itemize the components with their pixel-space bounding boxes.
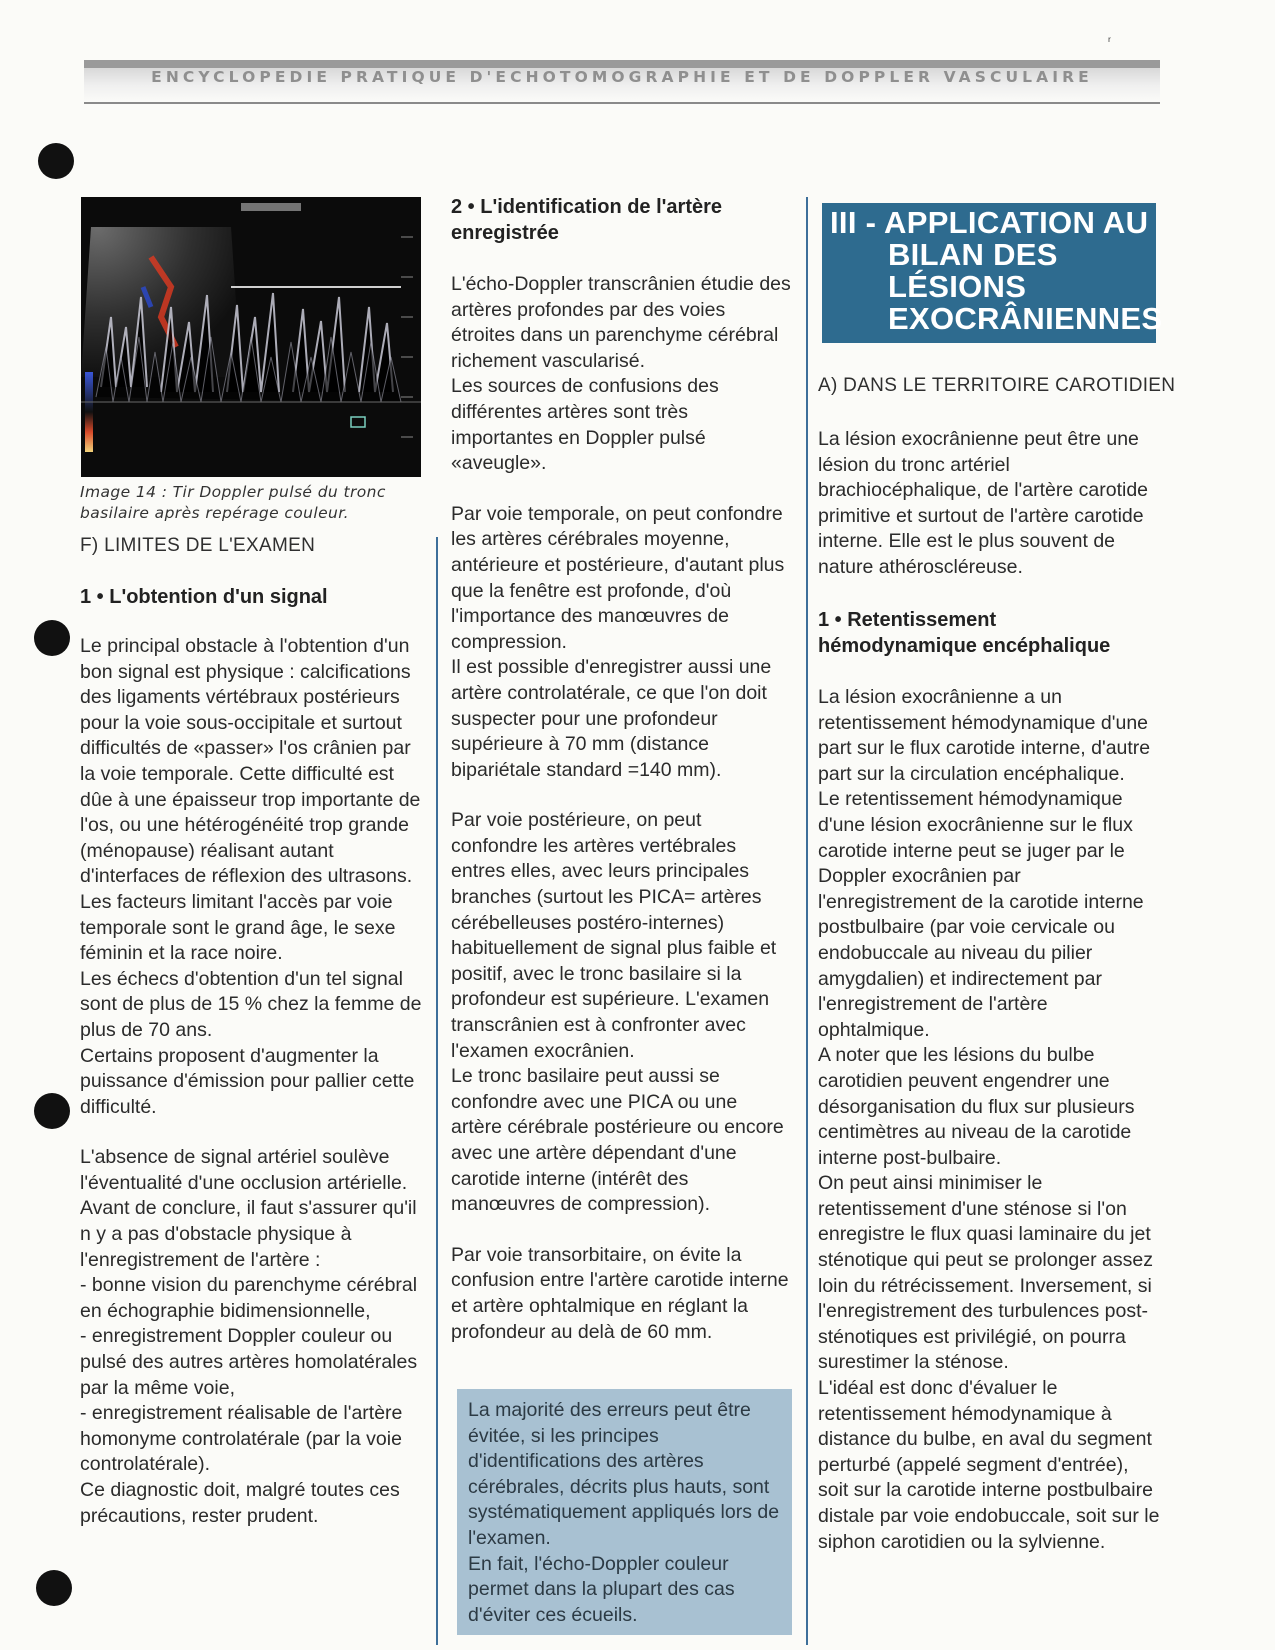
paragraph: La lésion exocrânienne a un retentissement hémodynamique d'une part sur le flux carotide interne, d'autre part sur la circulation encéphalique.: [818, 686, 1151, 785]
paragraph: L'idéal est donc d'évaluer le retentissement hémodynamique à distance du bulbe, en aval du segment perturbé (appelé segment d'entrée), soit sur la carotide interne postbulbaire distale par voie endobuccale, soit sur le siphon carotidien ou la sylvienne.: [818, 1377, 1160, 1553]
subsection-heading: 1 • Retentissement hémodynamique encéphalique: [818, 609, 1111, 657]
chapter-title-line: EXOCRÂNIENNES: [888, 301, 1163, 336]
list-item: - enregistrement réalisable de l'artère homonyme controlatérale (par la voie controlatérale).: [80, 1402, 403, 1476]
punch-hole: [36, 1570, 72, 1606]
chapter-title-line: LÉSIONS: [888, 269, 1027, 304]
paragraph: Le principal obstacle à l'obtention d'un bon signal est physique : calcifications des ligaments vértébraux postérieurs pour la voie sous-occipitale et surtout difficultés de «passer» l'os crânien par la voie temporale. Cette difficulté est dûe à une épaisseur trop importante de l'os, ou une hétérogénéité trop grande (ménopause) réalisant autant d'interfaces de réflexion des ultrasons.: [80, 635, 421, 888]
paragraph: Avant de conclure, il faut s'assurer qu'il n y a pas d'obstacle physique à l'enregistrement de l'artère :: [80, 1197, 417, 1271]
paragraph: L'écho-Doppler transcrânien étudie des artères profondes par des voies étroites dans un parenchyme cérébral richement vascularisé.: [451, 273, 791, 372]
paragraph: Les facteurs limitant l'accès par voie temporale sont le grand âge, le sexe féminin et la race noire.: [80, 890, 396, 965]
running-header: ENCYCLOPEDIE PRATIQUE D'ECHOTOMOGRAPHIE ET DE DOPPLER VASCULAIRE: [151, 68, 1093, 86]
punch-hole: [34, 620, 70, 656]
punch-hole: [38, 143, 74, 179]
chapter-title-line: BILAN DES: [888, 237, 1058, 272]
section-title: A) DANS LE TERRITOIRE CAROTIDIEN: [818, 375, 1176, 396]
note-paragraph: En fait, l'écho-Doppler couleur permet dans la plupart des cas d'éviter ces écueils.: [468, 1552, 735, 1626]
paragraph: La lésion exocrânienne peut être une lésion du tronc artériel brachiocéphalique, de l'artère carotide primitive et surtout de l'artère carotide interne. Elle est le plus souvent de nature athéroscléreuse.: [818, 428, 1149, 578]
paragraph: Le tronc basilaire peut aussi se confondre avec une PICA ou une artère cérébrale postérieure ou encore avec une artère dépendant d'une carotide interne (intérêt des manœuvres de compression).: [451, 1065, 784, 1216]
paragraph: Par voie transorbitaire, on évite la confusion entre l'artère carotide interne et artère ophtalmique en réglant la profondeur au delà de 60 mm.: [451, 1243, 789, 1343]
paragraph: Les échecs d'obtention d'un tel signal sont de plus de 15 % chez la femme de plus de 70 ans.: [80, 967, 422, 1041]
paragraph: Certains proposent d'augmenter la puissance d'émission pour pallier cette difficulté.: [80, 1044, 415, 1118]
column-separator: [806, 197, 808, 1645]
section-title: F) LIMITES DE L'EXAMEN: [80, 535, 316, 556]
column-3-body: [818, 685, 1160, 1555]
paragraph: Il est possible d'enregistrer aussi une artère controlatérale, ce que l'on doit suspecter pour une profondeur supérieure à 70 mm (distance bipariétale standard =140 mm).: [451, 656, 772, 781]
corner-mark: ʳ: [1108, 34, 1111, 48]
column-2-body: [451, 272, 793, 1345]
column-separator: [436, 537, 438, 1645]
list-item: - enregistrement Doppler couleur ou pulsé des autres artères homolatérales par la même voie,: [80, 1325, 418, 1399]
list-item: - bonne vision du parenchyme cérébral en échographie bidimensionnelle,: [80, 1274, 418, 1322]
paragraph: A noter que les lésions du bulbe carotidien peuvent engendrer une désorganisation du flux sur plusieurs centimètres au niveau de la carotide interne post-bulbaire.: [818, 1044, 1135, 1169]
paragraph: L'absence de signal artériel soulève l'éventualité d'une occlusion artérielle.: [80, 1146, 408, 1194]
chapter-title-line: III - APPLICATION AU: [830, 205, 1149, 240]
paragraph: Par voie temporale, on peut confondre les artères cérébrales moyenne, antérieure et postérieure, d'autant plus que la fenêtre est profonde, d'où l'importance des manœuvres de compression.: [451, 502, 785, 653]
chapter-title: [830, 207, 1162, 335]
note-paragraph: La majorité des erreurs peut être évitée, si les principes d'identifications des artères cérébrales, décrits plus hauts, sont systématiquement appliqués lors de l'examen.: [468, 1399, 780, 1549]
doppler-image: [81, 197, 421, 477]
paragraph: Les sources de confusions des différentes artères sont très importantes en Doppler pulsé «aveugle».: [451, 375, 719, 475]
paragraph: On peut ainsi minimiser le retentissement d'une sténose si l'on enregistre le flux quasi laminaire du jet sténotique qui peut se prolonger assez loin du rétrécissement. Inversement, si l'enregistrement des turbulences post-sténotiques est privilégié, on pourra surestimer la sténose.: [818, 1172, 1153, 1374]
figure-caption: Image 14 : Tir Doppler pulsé du tronc basilaire après repérage couleur.: [80, 483, 386, 522]
paragraph: Le retentissement hémodynamique d'une lésion exocrânienne sur le flux carotide interne peut se juger par le Doppler exocrânien par l'enregistrement de la carotide interne postbulbaire (par voie cervicale ou endobuccale au niveau du pilier amygdalien) et indirectement par l'enregistrement de l'artère ophtalmique.: [818, 788, 1144, 1041]
punch-hole: [34, 1093, 70, 1129]
subsection-heading: 1 • L'obtention d'un signal: [80, 586, 328, 608]
paragraph: Par voie postérieure, on peut confondre les artères vertébrales entres elles, avec leurs principales branches (surtout les PICA= artères cérébelleuses postéro-internes) habituellement de signal plus faible et positif, avec le tronc basilaire si la profondeur est supérieure. L'examen transcrânien est à confronter avec l'examen exocrânien.: [451, 809, 777, 1062]
paragraph: Ce diagnostic doit, malgré toutes ces précautions, rester prudent.: [80, 1479, 400, 1527]
note-text: [468, 1398, 783, 1628]
column-3-intro: [818, 427, 1160, 581]
subsection-heading: 2 • L'identification de l'artère enregistrée: [451, 196, 723, 244]
column-1-body: [80, 634, 422, 1529]
